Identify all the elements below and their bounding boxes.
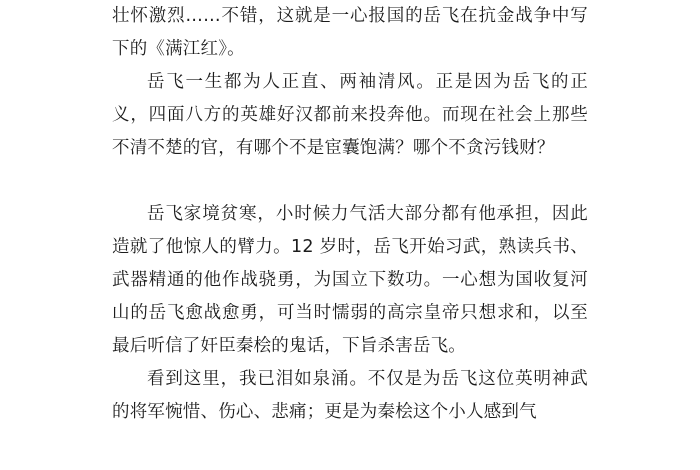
paragraph-2: 岳飞一生都为人正直、两袖清风。正是因为岳飞的正义，四面八方的英雄好汉都前来投奔他。而现在社会上那些不清不楚的官，有哪个不是宦囊饱满？哪个不贪污钱财？ bbox=[112, 72, 588, 158]
document-body bbox=[112, 0, 588, 429]
paragraph-spacer bbox=[112, 165, 588, 198]
paragraph-3: 岳飞家境贫寒，小时候力气活大部分都有他承担，因此造就了他惊人的臂力。12 岁时，岳飞开始习武，熟读兵书、武器精通的他作战骁勇，为国立下数功。一心想为国收复河山的岳飞愈战愈勇，可当时懦弱的高宗皇帝只想求和，以至最后听信了奸臣秦桧的鬼话，下旨杀害岳飞。 bbox=[112, 204, 588, 356]
paragraph-4: 看到这里，我已泪如泉涌。不仅是为岳飞这位英明神武的将军惋惜、伤心、悲痛；更是为秦桧这个小人感到气 bbox=[112, 369, 588, 422]
paragraph-1: 壮怀激烈……不错，这就是一心报国的岳飞在抗金战争中写下的《满江红》。 bbox=[112, 6, 588, 59]
